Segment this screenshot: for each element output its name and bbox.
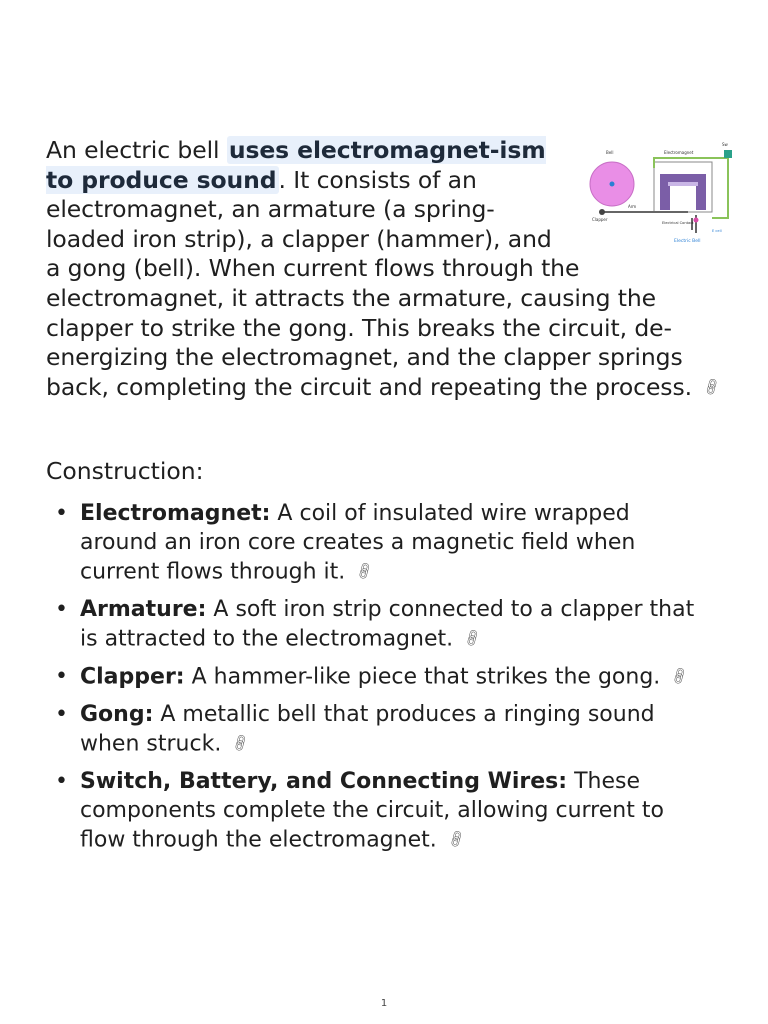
link-icon[interactable]: 🔗︎ — [230, 732, 253, 755]
link-icon[interactable]: 🔗︎ — [701, 377, 723, 399]
construction-list — [46, 500, 696, 864]
diagram-label-battery: E cell — [712, 229, 722, 233]
diagram-electromagnet-coil — [660, 174, 706, 210]
link-icon[interactable]: 🔗︎ — [354, 560, 377, 582]
intro-text-start: An electric bell — [46, 136, 227, 164]
intro-highlight[interactable]: uses electromagnet-ism to produce sound — [46, 136, 546, 194]
list-item — [46, 768, 696, 855]
list-item-text: A soft iron strip connected to a clapper that is attracted to the electromagnet. — [80, 596, 695, 651]
list-item-term: Gong: — [80, 702, 154, 727]
diagram-label-switch: Sw — [722, 142, 728, 147]
link-icon[interactable]: 🔗︎ — [669, 665, 691, 688]
list-item — [46, 663, 696, 692]
bullet: • — [55, 501, 68, 526]
diagram-contact — [694, 218, 699, 223]
diagram-label-electromagnet: Electromagnet — [664, 150, 694, 155]
list-item-text: These components complete the circuit, allowing current to flow through the electromagnet. — [80, 769, 664, 852]
page-number: 1 — [380, 998, 388, 1009]
list-item-term: Clapper: — [80, 664, 185, 690]
list-item — [46, 701, 696, 759]
construction-heading: Construction: — [46, 457, 204, 485]
bullet: • — [55, 769, 68, 794]
intro-text-rest: . It consists of an electromagnet, an armature (a spring-loaded iron strip), a clapper (hammer), and a gong (bell). When current flows through the electromagnet, it attracts the armature, causing the clapper to strike the gong. This breaks the circuit, de-energizing the electromagnet, and the clapper springs back, completing the circuit and repeating the process. — [46, 165, 692, 401]
list-item-text: A hammer-like piece that strikes the gong. — [184, 664, 661, 690]
bullet: • — [55, 702, 68, 727]
diagram-caption: Electric Bell — [674, 239, 701, 244]
bullet: • — [55, 596, 68, 622]
diagram-label-contact: Electrical Contact — [662, 221, 694, 225]
list-item-text: A coil of insulated wire wrapped around an iron core creates a magnetic field when current flows through it. — [80, 501, 636, 584]
diagram-label-arm: Arm — [628, 204, 637, 209]
list-item-term: Electromagnet: — [80, 501, 271, 526]
diagram-clapper — [599, 209, 605, 215]
diagram-label-bell: Bell — [606, 150, 614, 155]
list-item — [46, 500, 696, 587]
diagram-label-clapper: Clapper — [592, 217, 608, 222]
link-icon[interactable]: 🔗︎ — [462, 627, 484, 649]
diagram-bell-center — [610, 182, 615, 187]
list-item — [46, 596, 696, 654]
electric-bell-diagram — [588, 138, 736, 250]
intro-section — [46, 136, 736, 403]
list-item-term: Armature: — [80, 596, 207, 622]
list-item-text: A metallic bell that produces a ringing sound when struck. — [80, 702, 655, 757]
link-icon[interactable]: 🔗︎ — [445, 828, 468, 850]
list-item-term: Switch, Battery, and Connecting Wires: — [80, 769, 568, 794]
diagram-switch — [724, 150, 732, 158]
bullet: • — [55, 663, 68, 689]
